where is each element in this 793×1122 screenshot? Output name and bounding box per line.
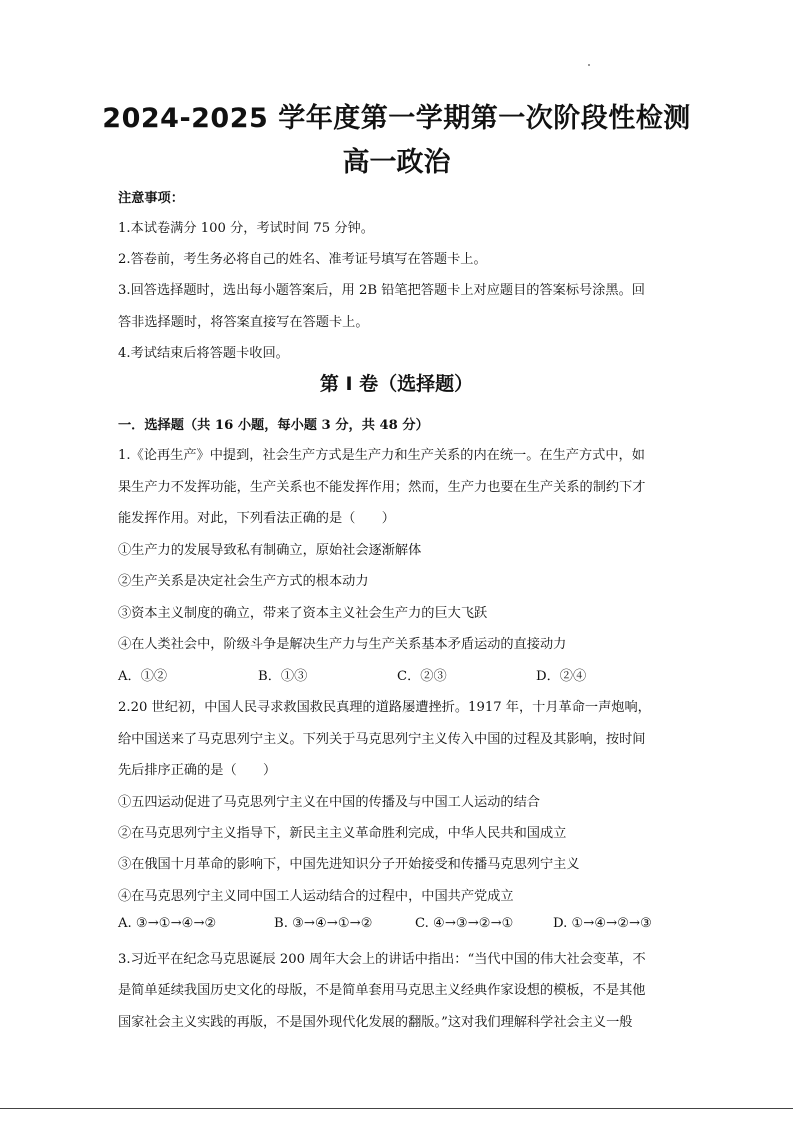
statement: ④在人类社会中，阶级斗争是解决生产力与生产关系基本矛盾运动的直接动力 bbox=[118, 637, 567, 652]
question-stem: 是简单延续我国历史文化的母版，不是简单套用马克思主义经典作家设想的模板，不是其他 bbox=[118, 983, 646, 998]
section-title: 第 I 卷（选择题） bbox=[319, 373, 474, 395]
bottom-rule bbox=[0, 1108, 793, 1109]
statement: ③在俄国十月革命的影响下，中国先进知识分子开始接受和传播马克思列宁主义 bbox=[118, 857, 580, 872]
notice-item: 1.本试卷满分 100 分，考试时间 75 分钟。 bbox=[118, 221, 374, 236]
question-stem: 3.习近平在纪念马克思诞辰 200 周年大会上的讲话中指出：“当代中国的伟大社会变革，不 bbox=[118, 952, 646, 967]
question-stem: 能发挥作用。对此，下列看法正确的是（ ） bbox=[118, 511, 395, 526]
option-b: B．①③ bbox=[258, 669, 308, 684]
exam-title: 2024-2025 学年度第一学期第一次阶段性检测 bbox=[102, 103, 691, 134]
option-c: C. ④→③→②→① bbox=[415, 916, 514, 931]
notice-item: 2.答卷前，考生务必将自己的姓名、准考证号填写在答题卡上。 bbox=[118, 252, 487, 267]
option-a: A. ③→①→④→② bbox=[118, 916, 217, 931]
question-stem: 果生产力不发挥功能，生产关系也不能发挥作用；然而，生产力也要在生产关系的制约下才 bbox=[118, 480, 646, 495]
notice-item: 3.回答选择题时，选出每小题答案后，用 2B 铅笔把答题卡上对应题目的答案标号涂黑。回 bbox=[118, 283, 645, 298]
question-stem: 给中国送来了马克思列宁主义。下列关于马克思列宁主义传入中国的过程及其影响，按时间 bbox=[118, 732, 646, 747]
notice-item: 4.考试结束后将答题卡收回。 bbox=[118, 346, 289, 361]
question-stem: 先后排序正确的是（ ） bbox=[118, 763, 277, 778]
option-c: C．②③ bbox=[397, 669, 447, 684]
question-stem: 国家社会主义实践的再版，不是国外现代化发展的翻版。”这对我们理解科学社会主义一般 bbox=[118, 1015, 633, 1030]
scan-dot bbox=[588, 64, 590, 66]
question-stem: 1.《论再生产》中提到，社会生产方式是生产力和生产关系的内在统一。在生产方式中，如 bbox=[118, 448, 645, 463]
statement: ①五四运动促进了马克思列宁主义在中国的传播及与中国工人运动的结合 bbox=[118, 795, 540, 810]
notice-heading: 注意事项： bbox=[118, 191, 184, 206]
statement: ④在马克思列宁主义同中国工人运动结合的过程中，中国共产党成立 bbox=[118, 889, 514, 904]
notice-item: 答非选择题时，将答案直接写在答题卡上。 bbox=[118, 315, 369, 330]
statement: ②在马克思列宁主义指导下，新民主主义革命胜利完成，中华人民共和国成立 bbox=[118, 826, 567, 841]
option-d: D. ①→④→②→③ bbox=[553, 916, 652, 931]
statement: ①生产力的发展导致私有制确立，原始社会逐渐解体 bbox=[118, 543, 422, 558]
part-heading: 一．选择题（共 16 小题，每小题 3 分，共 48 分） bbox=[118, 418, 429, 433]
option-b: B. ③→④→①→② bbox=[274, 916, 373, 931]
option-d: D．②④ bbox=[536, 669, 587, 684]
statement: ②生产关系是决定社会生产方式的根本动力 bbox=[118, 574, 369, 589]
statement: ③资本主义制度的确立，带来了资本主义社会生产力的巨大飞跃 bbox=[118, 606, 488, 621]
question-stem: 2.20 世纪初，中国人民寻求救国救民真理的道路屡遭挫折。1917 年，十月革命一声炮响， bbox=[118, 700, 651, 715]
exam-subject: 高一政治 bbox=[342, 147, 451, 178]
option-a: A．①② bbox=[118, 669, 168, 684]
